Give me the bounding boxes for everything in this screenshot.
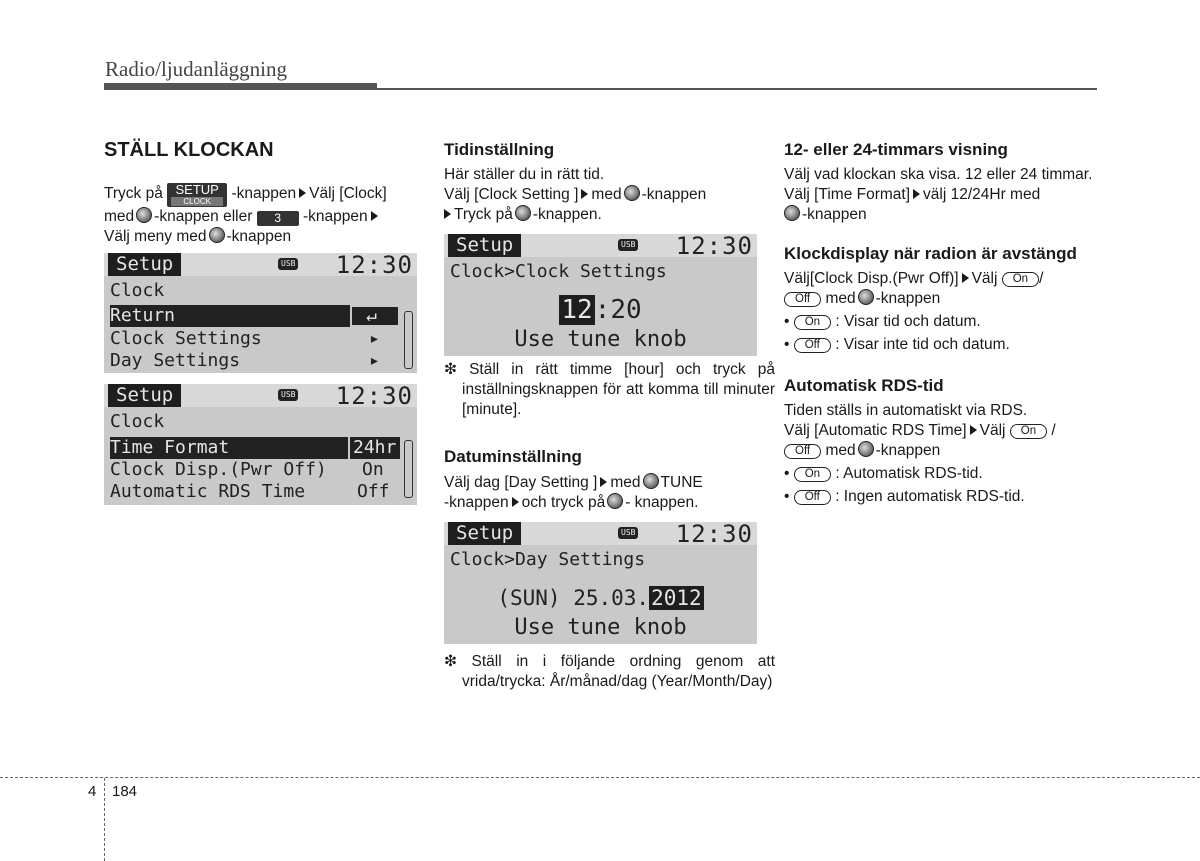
knob-icon [858,441,874,457]
display-screen-clock-menu [104,253,417,373]
bullet-rds-off: • Off : Ingen automatisk RDS-tid. [784,488,1025,505]
off-button-icon: Off [784,292,821,307]
menu-row-clock-disp: Clock Disp.(Pwr Off) [110,459,327,480]
bullet-on: • On : Visar tid och datum. [784,313,981,330]
screen-tab: Setup [108,253,181,276]
date-instruction: Välj dag [Day Setting ] med TUNE -knappen och tryck på - knappen. [444,474,703,511]
screen-tab: Setup [448,234,521,257]
return-icon: ↵ [366,305,377,326]
screen-title: Clock>Day Settings [450,549,646,570]
menu-row-rds-time: Automatic RDS Time [110,481,306,502]
knob-icon [858,289,874,305]
menu-row-return: Return [110,305,176,326]
screen-title: Clock>Clock Settings [450,261,667,282]
rds-instruction: Välj [Automatic RDS Time] Välj On / Off med -knappen [784,422,1056,459]
screen-hint: Use tune knob [514,615,687,640]
knob-icon [624,185,640,201]
hour-field: 12 [561,295,593,325]
chapter-number: 4 [88,783,97,800]
on-button-icon: On [794,315,831,330]
knob-icon [209,227,225,243]
knob-icon [136,207,152,223]
screen-clock: 12:30 [335,253,413,279]
arrow-right-icon: ▸ [369,350,380,371]
arrow-icon [962,273,969,283]
on-button-icon: On [794,467,831,482]
screen-clock: 12:30 [675,522,753,548]
off-button-icon: Off [784,444,821,459]
section-heading-time: Tidinställning [444,140,555,159]
running-header: Radio/ljudanläggning [105,57,287,81]
date-editor [444,584,757,612]
knob-icon [784,205,800,221]
arrow-icon [970,425,977,435]
on-button-icon: On [1010,424,1047,439]
number-3-button-icon: 3 [257,211,299,226]
section-heading: STÄLL KLOCKAN [104,139,274,161]
arrow-icon [444,209,451,219]
column-1 [104,138,417,247]
screen-hint: Use tune knob [514,327,687,352]
column-3 [784,139,1097,507]
footer-divider [104,778,105,861]
knob-icon [643,473,659,489]
arrow-icon [913,189,920,199]
knob-icon [515,205,531,221]
screen-tab: Setup [108,384,181,407]
arrow-icon [600,477,607,487]
on-button-icon: On [1002,272,1039,287]
menu-row-day-settings: Day Settings [110,350,241,371]
arrow-icon [299,188,306,198]
display-instruction: Välj[Clock Disp.(Pwr Off)] Välj On / Off med -knappen [784,270,1044,307]
format-instruction: Välj [Time Format] välj 12/24Hr med -knappen [784,186,1041,223]
date-field: (SUN) 25.03. [497,586,650,610]
date-section [444,446,757,513]
screen-tab: Setup [448,522,521,545]
rds-intro: Tiden ställs in automatiskt via RDS. [784,402,1028,419]
menu-row-time-format: Time Format [110,437,230,458]
scrollbar [404,311,413,369]
screen-title: Clock [110,411,165,432]
note-date: ❇ Ställ in i följande ordning genom att vrida/trycka: År/månad/dag (Year/Month/Day) [444,653,775,690]
display-screen-day-settings [444,522,757,644]
knob-icon [607,493,623,509]
section-heading-rds: Automatisk RDS-tid [784,376,944,395]
section-heading-date: Datuminställning [444,447,582,466]
screen-clock: 12:30 [675,234,753,260]
section-heading-display: Klockdisplay när radion är avstängd [784,244,1077,263]
arrow-icon [581,189,588,199]
footer-rule [0,777,1200,778]
setup-clock-button-icon: SETUP CLOCK [167,183,227,207]
minute-field: :20 [594,295,642,325]
menu-row-clock-settings: Clock Settings [110,328,262,349]
off-button-icon: Off [794,338,831,353]
note-time: ❇ Ställ in rätt timme [hour] och tryck på inställningsknappen för att komma till minuter [minute]. [444,361,775,418]
page-number: 184 [112,783,138,800]
time-intro: Här ställer du in rätt tid. [444,166,605,183]
display-screen-clock-options [104,384,417,505]
time-instruction: Välj [Clock Setting ] med -knappen Tryck på -knappen. [444,186,707,223]
usb-icon: USB [278,258,298,270]
instruction-paragraph: Tryck på SETUP CLOCK -knappen Välj [Clock] med -knappen eller 3 -knappen Välj meny med -knappen [104,182,387,245]
arrow-icon [512,497,519,507]
section-heading-format: 12- eller 24-timmars visning [784,140,1008,159]
display-screen-clock-settings [444,234,757,356]
header-rule [104,88,1097,90]
year-field: 2012 [651,586,702,610]
scrollbar [404,440,413,498]
usb-icon: USB [278,389,298,401]
column-2 [444,139,757,225]
time-editor [444,296,757,324]
screen-clock: 12:30 [335,384,413,410]
off-button-icon: Off [794,490,831,505]
bullet-off: • Off : Visar inte tid och datum. [784,336,1010,353]
arrow-icon [371,211,378,221]
rds-time-value: Off [357,481,390,502]
arrow-right-icon: ▸ [369,328,380,349]
clock-disp-value: On [362,459,384,480]
screen-title: Clock [110,280,165,301]
usb-icon: USB [618,239,638,251]
bullet-rds-on: • On : Automatisk RDS-tid. [784,465,983,482]
usb-icon: USB [618,527,638,539]
format-intro: Välj vad klockan ska visa. 12 eller 24 timmar. [784,166,1093,183]
time-format-value: 24hr [353,437,397,458]
